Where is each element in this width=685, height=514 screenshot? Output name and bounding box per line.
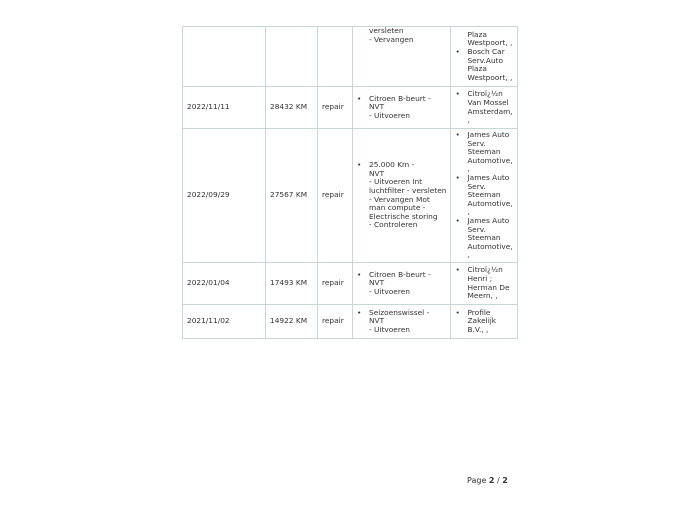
mileage-cell (266, 27, 318, 87)
garage-line: Bosch Car (467, 46, 505, 56)
garage-line: Amsterdam, (467, 106, 513, 116)
garage-item-text (467, 131, 512, 174)
bullet: • (455, 130, 460, 140)
garage-line: Plaza (467, 29, 487, 39)
page-current: 2 (488, 476, 495, 485)
garage-line: Citroï¿½n (467, 89, 503, 99)
garage-line: Serv. (467, 181, 486, 191)
work-item-text (369, 161, 446, 230)
garage-line: Citroï¿½n (467, 265, 503, 275)
garage-line: Henri ; (467, 273, 493, 283)
garage-line: Meern, , (467, 291, 498, 301)
garage-line: Herman De (467, 282, 510, 292)
work-line: NVT (369, 278, 385, 288)
garage-line: Zakelijk (467, 316, 497, 326)
garage-item-text (467, 217, 512, 260)
garage-line: Serv. (467, 224, 486, 234)
garage-line: Automotive, (467, 241, 513, 251)
date-cell: 2021/11/02 (183, 305, 266, 339)
type-cell: repair (318, 129, 353, 263)
bullet: • (455, 89, 460, 99)
work-item (357, 95, 446, 121)
garage-line: Westpoort, , (467, 72, 513, 82)
work-item-text (369, 271, 446, 297)
page-sep: / (497, 476, 500, 485)
page-label: Page (467, 476, 487, 485)
garage-line: Plaza (467, 64, 487, 74)
bullet: • (455, 307, 460, 317)
garage-line: James Auto (467, 215, 510, 225)
garage-line: Westpoort, , (467, 38, 513, 48)
work-item (357, 271, 446, 297)
garage-line: Serv.Auto (467, 55, 504, 65)
mileage-cell: 14922 KM (266, 305, 318, 339)
garage-line: , (467, 115, 470, 125)
date-cell (183, 27, 266, 87)
maintenance-history-table (182, 26, 518, 339)
mileage-cell: 17493 KM (266, 263, 318, 305)
garage-cell (451, 263, 517, 305)
work-cell (353, 87, 451, 129)
garage-line: , (467, 207, 470, 217)
mileage-cell: 27567 KM (266, 129, 318, 263)
work-cell (353, 129, 451, 263)
table-row (183, 129, 518, 263)
work-line: NVT (369, 316, 385, 326)
garage-line: , (467, 164, 470, 174)
garage-item (455, 174, 512, 217)
table-row (183, 27, 518, 87)
garage-item (455, 309, 512, 335)
work-first-line: Seizoenswissel - (369, 307, 430, 317)
bullet: • (357, 93, 362, 103)
garage-item (455, 266, 512, 300)
garage-cell (451, 129, 517, 263)
garage-item-text (467, 90, 512, 124)
garage-cell (451, 87, 517, 129)
work-first-line: Citroen B-beurt - (369, 269, 431, 279)
work-item-text (369, 309, 446, 335)
garage-item-text (467, 48, 512, 82)
bullet: • (455, 173, 460, 183)
garage-item (455, 217, 512, 260)
work-line: man compute - (369, 203, 426, 213)
garage-line: Van Mossel (467, 97, 509, 107)
garage-item (455, 131, 512, 174)
garage-item-text (467, 309, 512, 335)
garage-cell (451, 27, 517, 87)
work-item-text (369, 95, 446, 121)
garage-line: Automotive, (467, 198, 513, 208)
bullet: • (357, 269, 362, 279)
work-first-line: Citroen B-beurt - (369, 93, 431, 103)
type-cell: repair (318, 263, 353, 305)
garage-line: Serv. (467, 138, 486, 148)
work-line: - Uitvoeren Int (369, 177, 423, 187)
work-line: versleten (369, 26, 404, 35)
garage-item-text (467, 174, 512, 217)
work-line: luchtfilter - versleten (369, 185, 447, 195)
garage-line: Steeman (467, 233, 501, 243)
work-cell (353, 27, 451, 87)
work-cell (353, 305, 451, 339)
bullet: • (455, 46, 460, 56)
garage-item (455, 48, 512, 82)
bullet: • (357, 160, 362, 170)
garage-line: James Auto (467, 130, 510, 140)
garage-line: Steeman (467, 190, 501, 200)
work-line: - Uitvoeren (369, 324, 410, 334)
date-cell: 2022/11/11 (183, 87, 266, 129)
garage-item (455, 90, 512, 124)
bullet: • (455, 265, 460, 275)
work-line: NVT (369, 168, 385, 178)
bullet: • (455, 215, 460, 225)
garage-line: , (467, 250, 470, 260)
work-item (357, 161, 446, 230)
page-total: 2 (502, 476, 508, 485)
date-cell: 2022/09/29 (183, 129, 266, 263)
work-line: - Uitvoeren (369, 110, 410, 120)
garage-line: Automotive, (467, 155, 513, 165)
type-cell: repair (318, 305, 353, 339)
garage-cell (451, 305, 517, 339)
table-row (183, 305, 518, 339)
mileage-cell: 28432 KM (266, 87, 318, 129)
page-footer (467, 476, 508, 485)
work-line: - Controleren (369, 220, 418, 230)
work-line: - Vervangen Mot (369, 194, 430, 204)
garage-item-text (467, 266, 512, 300)
bullet: • (357, 307, 362, 317)
work-line: NVT (369, 102, 385, 112)
type-cell: repair (318, 87, 353, 129)
work-cell (353, 263, 451, 305)
garage-line: B.V., , (467, 324, 489, 334)
table-row (183, 263, 518, 305)
work-line: - Uitvoeren (369, 286, 410, 296)
garage-line: Steeman (467, 147, 501, 157)
table-row (183, 87, 518, 129)
work-line: Electrische storing (369, 211, 438, 221)
garage-line: Profile (467, 307, 491, 317)
type-cell (318, 27, 353, 87)
date-cell: 2022/01/04 (183, 263, 266, 305)
work-first-line: 25.000 Km - (369, 160, 415, 170)
garage-line: James Auto (467, 173, 510, 183)
work-item (357, 309, 446, 335)
work-line: - Vervangen (369, 34, 414, 44)
